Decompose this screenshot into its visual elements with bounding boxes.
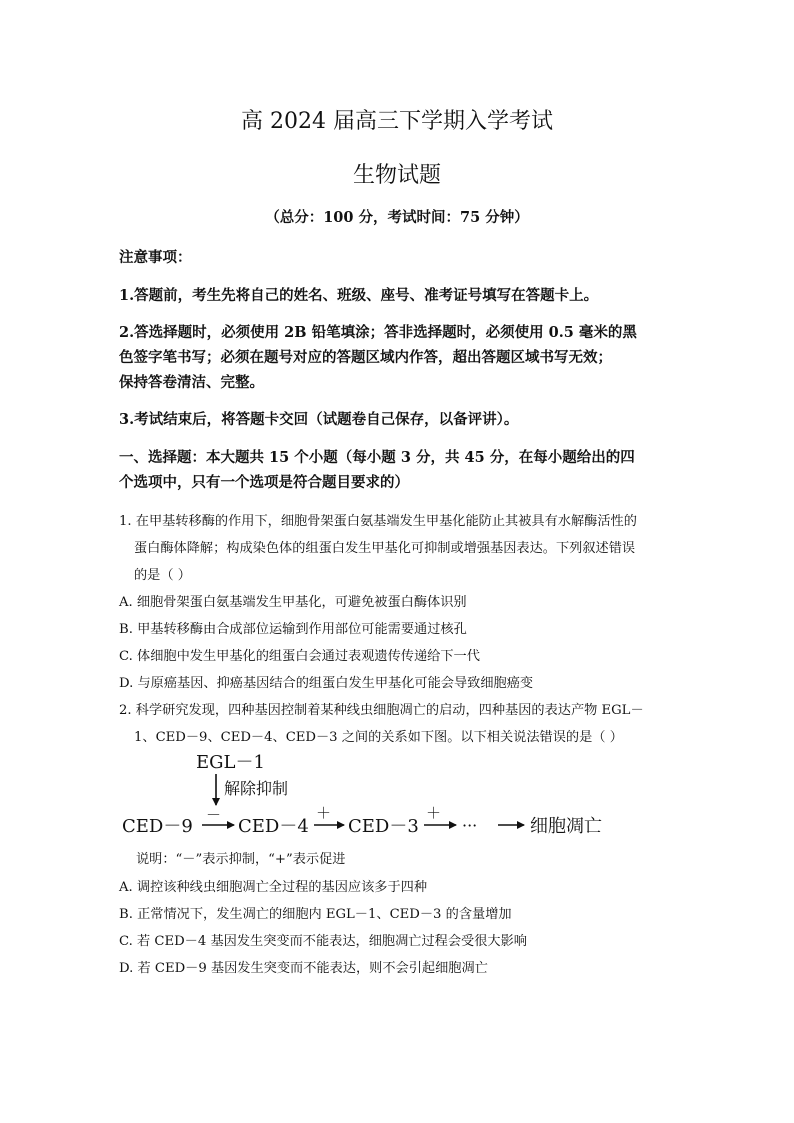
q2-stem-line-1: 2. 科学研究发现，四种基因控制着某种线虫细胞凋亡的启动，四种基因的表达产物 EGL－ [119, 703, 644, 718]
note-2-line-1: 2.答选择题时，必须使用 2B 铅笔填涂；答非选择题时，必须使用 0.5 毫米的黑 [119, 324, 637, 341]
q1-option-d: D. 与原癌基因、抑癌基因结合的组蛋白发生甲基化可能会导致细胞癌变 [119, 676, 534, 691]
section-heading-line-2: 个选项中，只有一个选项是符合题目要求的） [119, 474, 409, 491]
note-2-line-2: 色签字笔书写；必须在题号对应的答题区域内作答，超出答题区域书写无效； [119, 349, 612, 366]
note-3: 3.考试结束后，将答题卡交回（试题卷自己保存，以备评讲）。 [119, 411, 519, 428]
diagram-node-ced9: CED－9 [122, 816, 193, 837]
q1-option-a: A. 细胞骨架蛋白氨基端发生甲基化，可避免被蛋白酶体识别 [119, 595, 467, 610]
q1-stem-line-2: 蛋白酶体降解；构成染色体的组蛋白发生甲基化可抑制或增强基因表达。下列叙述错误 [134, 541, 636, 556]
diagram-node-ced4: CED－4 [238, 816, 309, 837]
q1-option-b: B. 甲基转移酶由合成部位运输到作用部位可能需要通过核孔 [119, 622, 467, 637]
q2-diagram-note: 说明：“－”表示抑制，“+”表示促进 [136, 852, 346, 867]
section-heading-line-1: 一、选择题：本大题共 15 个小题（每小题 3 分，共 45 分，在每小题给出的四 [119, 449, 635, 466]
q1-stem-line-3: 的是（ ） [134, 568, 191, 583]
q2-option-d: D. 若 CED－9 基因发生突变而不能表达，则不会引起细胞凋亡 [119, 961, 488, 976]
diagram-node-ellipsis: ··· [462, 816, 478, 835]
q2-option-b: B. 正常情况下，发生凋亡的细胞内 EGL－1、CED－3 的含量增加 [119, 907, 512, 922]
note-2-line-3: 保持答卷清洁、完整。 [119, 374, 264, 391]
diagram-egl1-label: EGL－1 [196, 752, 265, 773]
q2-option-a: A. 调控该种线虫细胞凋亡全过程的基因应该多于四种 [119, 880, 428, 895]
q2-option-c: C. 若 CED－4 基因发生突变而不能表达，细胞凋亡过程会受很大影响 [119, 934, 527, 949]
gene-relationship-diagram [118, 746, 638, 846]
diagram-sign-3: ＋ [426, 804, 442, 822]
note-1: 1.答题前，考生先将自己的姓名、班级、座号、准考证号填写在答题卡上。 [119, 287, 599, 304]
q2-stem-line-2: 1、CED－9、CED－4、CED－3 之间的关系如下图。以下相关说法错误的是（ ） [134, 730, 623, 745]
q1-stem-line-1: 1. 在甲基转移酶的作用下，细胞骨架蛋白氨基端发生甲基化能防止其被具有水解酶活性的 [119, 514, 637, 529]
total-info: （总分：100 分，考试时间：75 分钟） [265, 209, 529, 226]
diagram-node-ced3: CED－3 [348, 816, 419, 837]
exam-title: 高 2024 届高三下学期入学考试 [241, 109, 553, 134]
diagram-release-label: 解除抑制 [224, 779, 289, 798]
diagram-node-apoptosis: 细胞凋亡 [530, 816, 602, 837]
notes-heading: 注意事项： [119, 249, 192, 266]
diagram-sign-2: ＋ [316, 804, 332, 822]
diagram-sign-1: － [206, 806, 222, 824]
q1-option-c: C. 体细胞中发生甲基化的组蛋白会通过表观遗传传递给下一代 [119, 649, 480, 664]
exam-subtitle: 生物试题 [352, 163, 441, 188]
